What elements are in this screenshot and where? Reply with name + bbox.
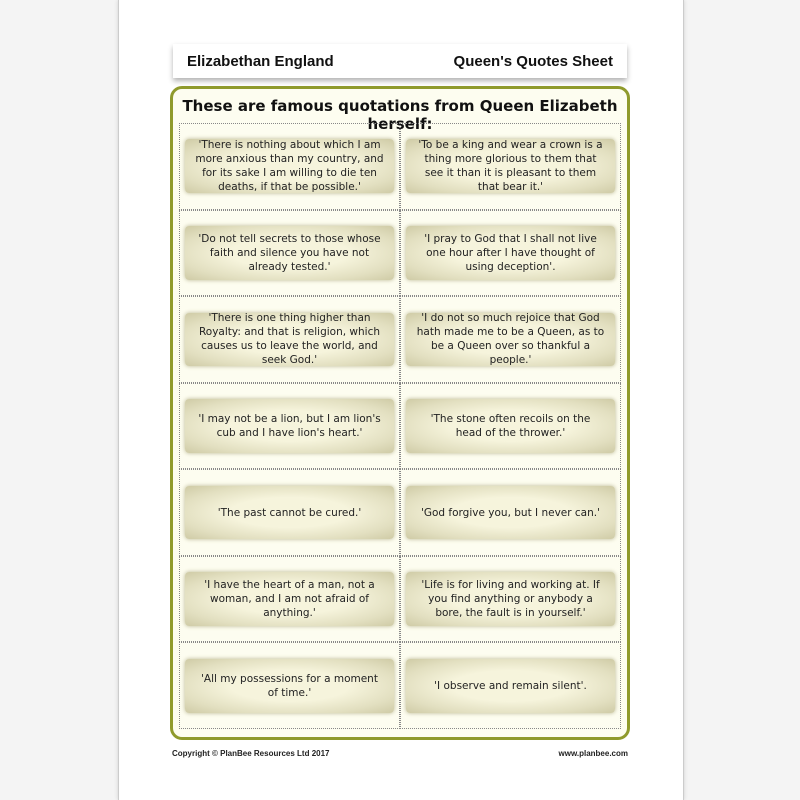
quote-cell — [400, 296, 621, 383]
quotes-heading: These are famous quotations from Queen Elizabeth herself: — [182, 97, 618, 133]
quote-cell — [400, 642, 621, 729]
quote-cell — [400, 383, 621, 470]
website-link[interactable]: www.planbee.com — [558, 749, 628, 758]
quote-cell — [179, 123, 400, 210]
sheet-title: Queen's Quotes Sheet — [453, 52, 613, 70]
subject-title: Elizabethan England — [187, 52, 334, 70]
quote-cell — [400, 210, 621, 297]
quote-cell — [179, 210, 400, 297]
copyright-text: Copyright © PlanBee Resources Ltd 2017 — [172, 749, 330, 758]
quote-cell — [400, 469, 621, 556]
quote-card: 'I observe and remain silent'. — [406, 659, 615, 713]
quote-card: 'Life is for living and working at. If you find anything or anybody a bore, the fault is in yourself.' — [406, 572, 615, 626]
quote-cell — [179, 469, 400, 556]
quote-cell — [179, 383, 400, 470]
quote-cell — [179, 642, 400, 729]
quote-card: 'The stone often recoils on the head of the thrower.' — [406, 399, 615, 453]
quote-cell — [179, 296, 400, 383]
quote-card: 'There is one thing higher than Royalty: and that is religion, which causes us to leave the world, and seek God.' — [185, 313, 394, 367]
quote-card: 'The past cannot be cured.' — [185, 486, 394, 540]
quote-grid — [179, 123, 621, 729]
quote-card: 'God forgive you, but I never can.' — [406, 486, 615, 540]
quote-card: 'I pray to God that I shall not live one hour after I have thought of using deception'. — [406, 226, 615, 280]
quote-card: 'Do not tell secrets to those whose faith and silence you have not already tested.' — [185, 226, 394, 280]
quotes-frame — [170, 86, 630, 740]
page-header — [173, 44, 627, 78]
quote-cell — [400, 123, 621, 210]
quote-card: 'I have the heart of a man, not a woman, and I am not afraid of anything.' — [185, 572, 394, 626]
quote-cell — [400, 556, 621, 643]
quote-cell — [179, 556, 400, 643]
quote-card: 'I do not so much rejoice that God hath made me to be a Queen, as to be a Queen over so thankful a people.' — [406, 313, 615, 367]
quote-card: 'I may not be a lion, but I am lion's cub and I have lion's heart.' — [185, 399, 394, 453]
quote-card: 'To be a king and wear a crown is a thing more glorious to them that see it than it is pleasant to them that bear it.' — [406, 139, 615, 193]
quote-card: 'All my possessions for a moment of time.' — [185, 659, 394, 713]
quote-card: 'There is nothing about which I am more anxious than my country, and for its sake I am willing to die ten deaths, if that be possible.' — [185, 139, 394, 193]
